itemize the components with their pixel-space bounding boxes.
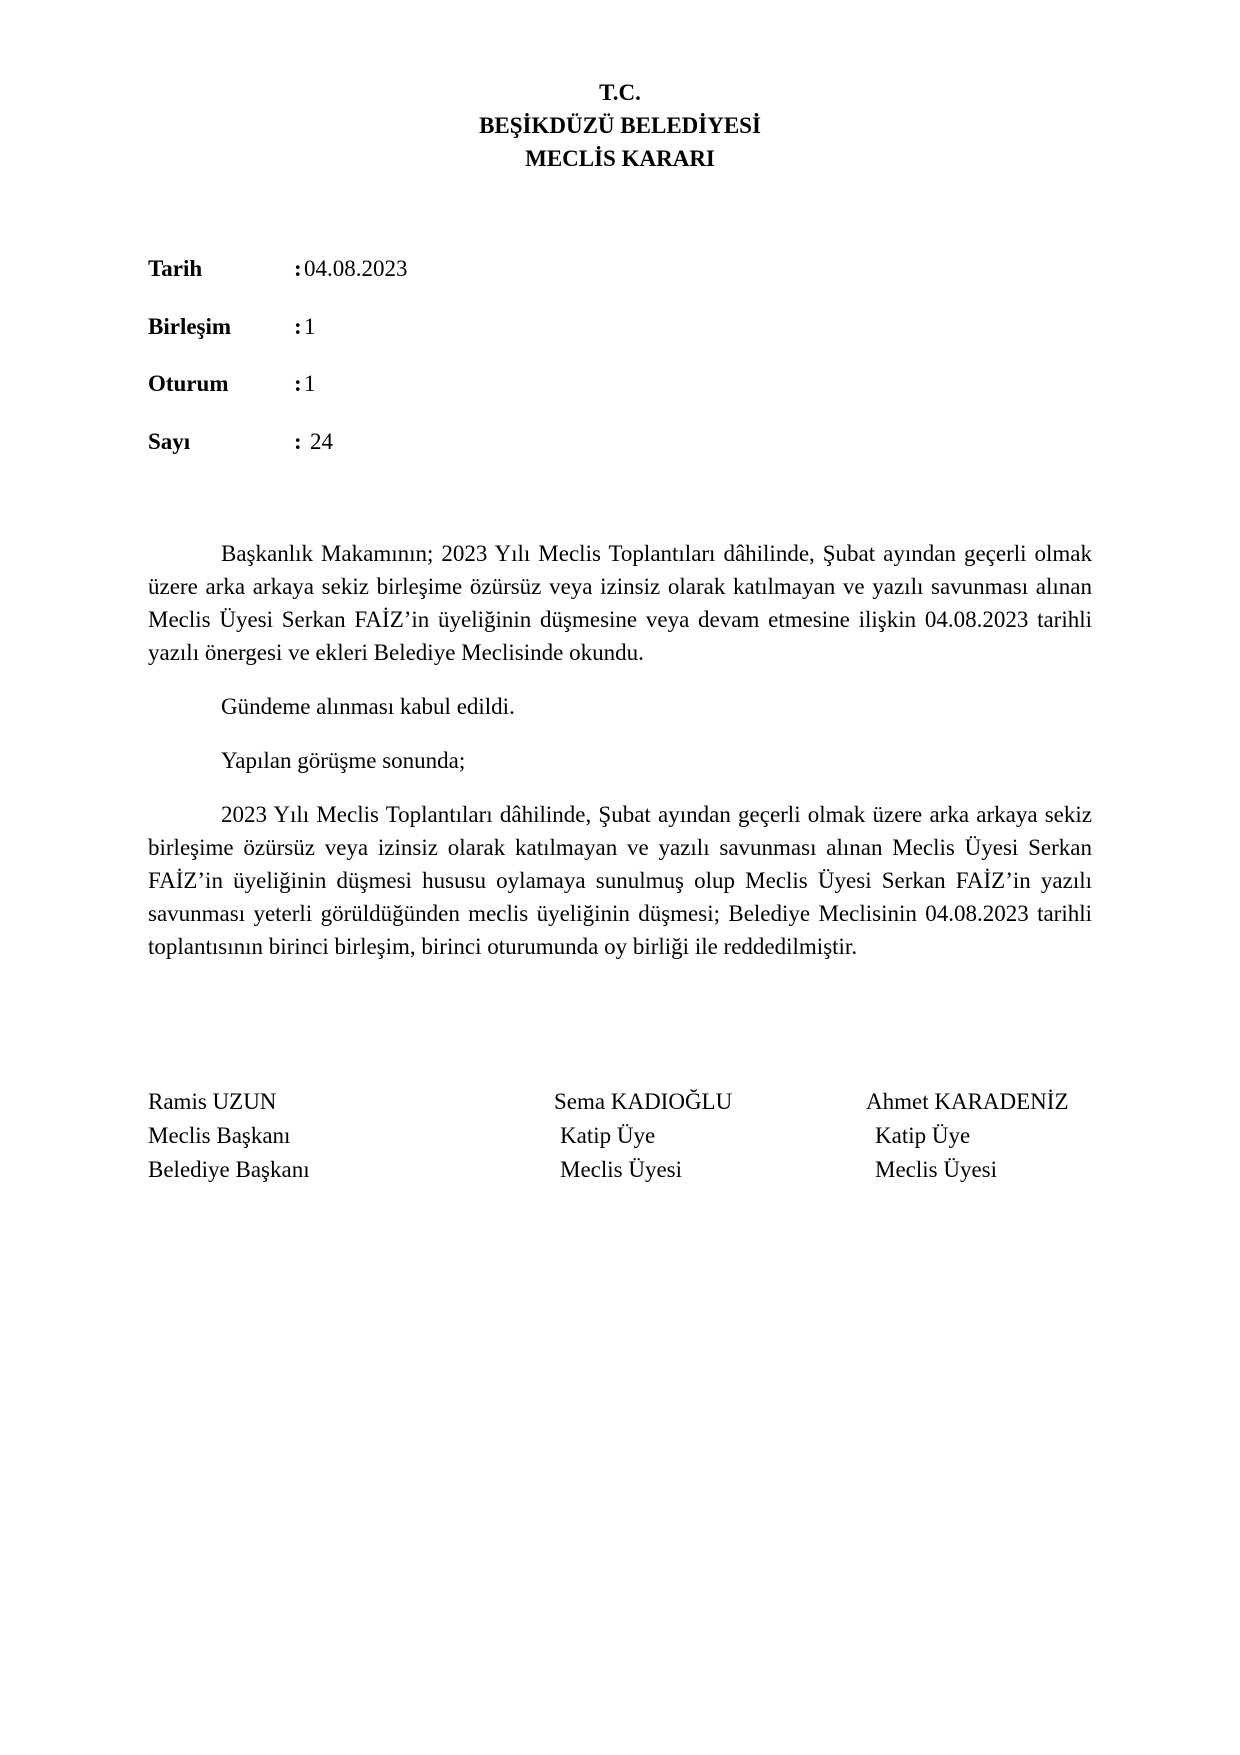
number-value: 24	[310, 428, 333, 454]
session-value: 1	[304, 313, 316, 339]
body-paragraph-motion: Başkanlık Makamının; 2023 Yılı Meclis Toplantıları dâhilinde, Şubat ayından geçerli olmak üzere arka arkaya sekiz birleşime özürsüz veya izinsiz olarak katılmayan ve yazılı savunması alınan Meclis Üyesi Serkan FAİZ’in üyeliğinin düşmesine veya devam etmesine ilişkin 04.08.2023 tarihli yazılı önergesi ve ekleri Belediye Meclisinde okundu.	[148, 541, 1092, 665]
number-label: Sayı	[148, 428, 191, 454]
body-paragraph-decision: 2023 Yılı Meclis Toplantıları dâhilinde, Şubat ayından geçerli olmak üzere arka arkaya sekiz birleşime özürsüz veya izinsiz olarak katılmayan ve yazılı savunması alınan Meclis Üyesi Serkan FAİZ’in üyeliğinin düşmesi hususu oylamaya sunulmuş olup Meclis Üyesi Serkan FAİZ’in yazılı savunması yeterli görüldüğünden meclis üyeliğinin düşmesi; Belediye Meclisinin 04.08.2023 tarihli toplantısının birinci birleşim, birinci oturumunda oy birliği ile reddedilmiştir.	[148, 802, 1092, 959]
number-colon: :	[294, 428, 302, 454]
session-label: Birleşim	[148, 313, 232, 339]
signature-block-clerk-2	[866, 1085, 1069, 1187]
date-label: Tarih	[148, 256, 203, 281]
signatory-title: Belediye Başkanı	[148, 1157, 310, 1182]
signatory-title: Meclis Üyesi	[560, 1157, 683, 1182]
signatory-title: Katip Üye	[560, 1123, 656, 1148]
signature-block-clerk-1	[554, 1085, 732, 1187]
signatory-name: Ramis UZUN	[148, 1089, 277, 1114]
signatory-name: Sema KADIOĞLU	[554, 1089, 733, 1114]
signature-block-chairman	[148, 1085, 310, 1187]
date-colon: :	[294, 256, 302, 281]
signatory-name: Ahmet KARADENİZ	[866, 1089, 1069, 1114]
sitting-colon: :	[294, 371, 302, 396]
document-header	[0, 76, 1240, 175]
body-paragraph-discussion: Yapılan görüşme sonunda;	[221, 748, 466, 773]
signatory-title: Meclis Başkanı	[148, 1123, 291, 1148]
header-state: T.C.	[599, 80, 641, 105]
session-colon: :	[294, 313, 302, 339]
sitting-value: 1	[304, 371, 316, 396]
sitting-label: Oturum	[148, 371, 229, 396]
header-document-type: MECLİS KARARI	[525, 146, 715, 171]
signatory-title: Meclis Üyesi	[875, 1157, 998, 1182]
decision-body	[148, 537, 1092, 963]
date-value: 04.08.2023	[304, 256, 408, 281]
header-municipality: BEŞİKDÜZÜ BELEDİYESİ	[479, 113, 761, 138]
signatory-title: Katip Üye	[875, 1123, 971, 1148]
body-paragraph-agenda: Gündeme alınması kabul edildi.	[221, 694, 515, 719]
